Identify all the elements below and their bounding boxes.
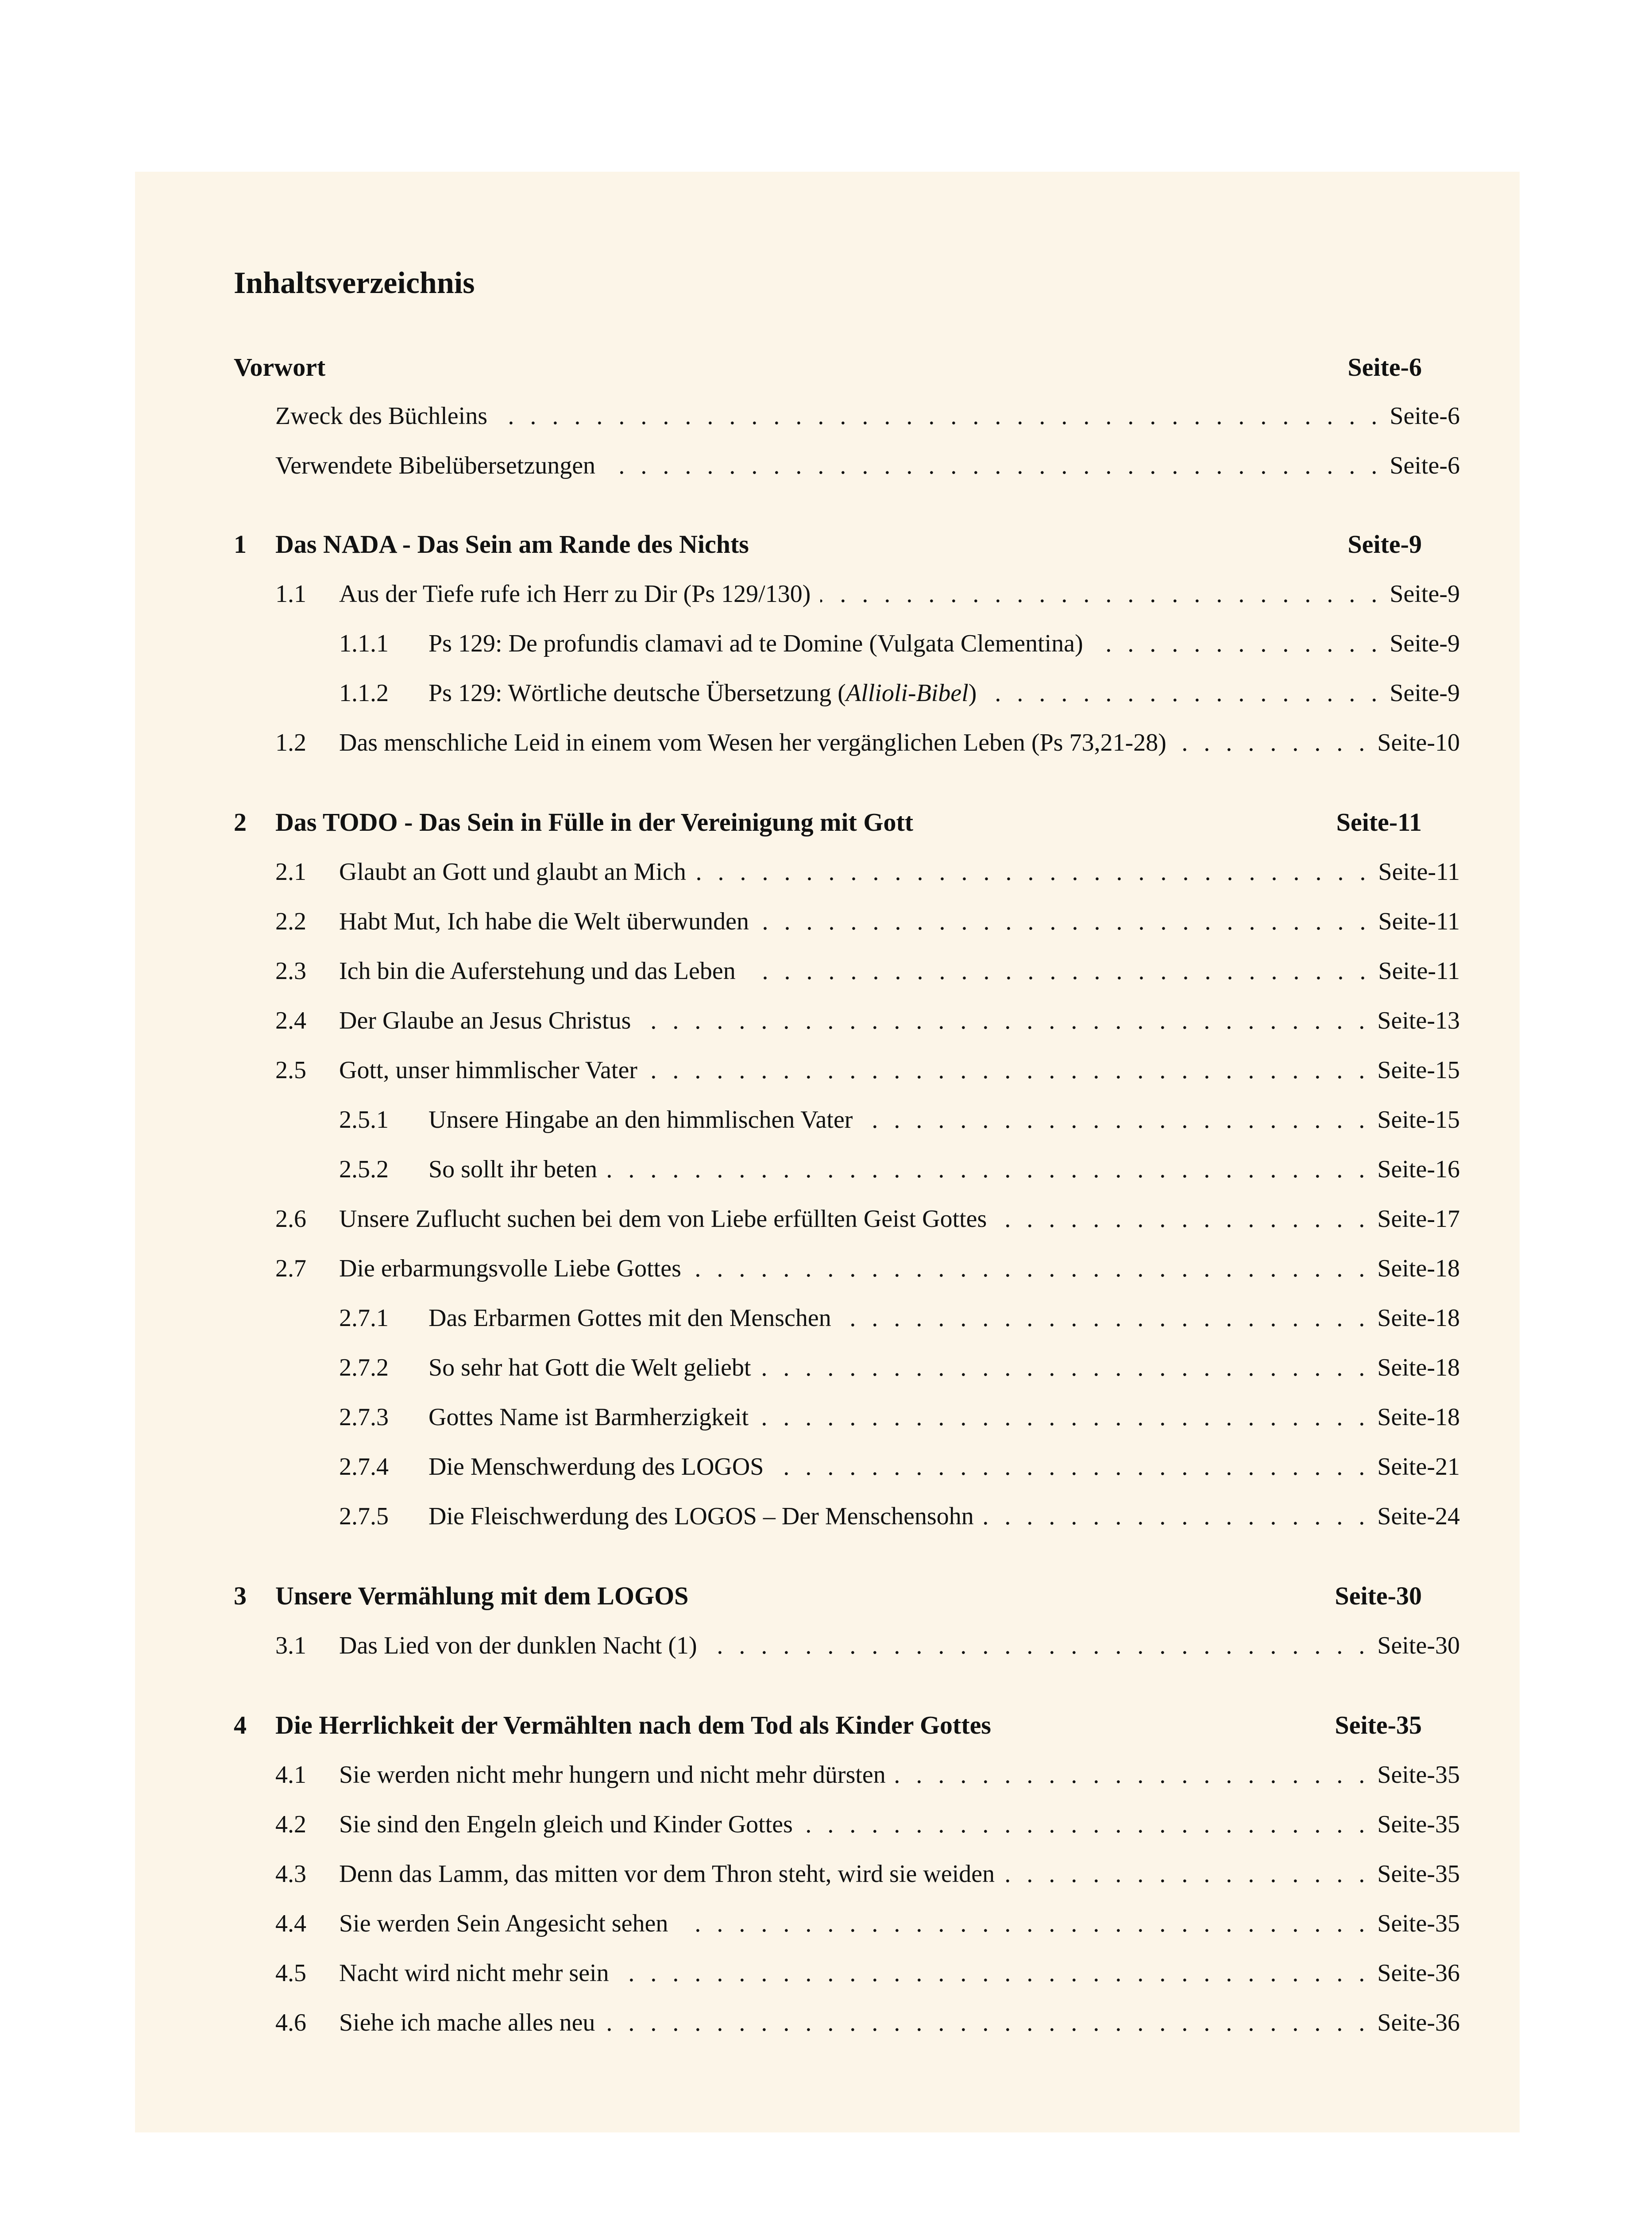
toc-leader-dots <box>996 1201 1365 1237</box>
toc-entry-page: Seite-9 <box>1390 630 1460 657</box>
toc-entry-title: Das TODO - Das Sein in Fülle in der Vereinigung mit Gott <box>275 808 914 837</box>
toc-leader-dots <box>497 398 1377 434</box>
toc-entry-number: 2.7.4 <box>339 1453 389 1480</box>
toc-entry-number: 4.4 <box>275 1910 306 1937</box>
toc-title: Inhaltsverzeichnis <box>234 266 475 300</box>
toc-leader-dots <box>696 854 1366 890</box>
toc-entry[interactable] <box>275 1955 1460 1991</box>
toc-heading-chapter-4[interactable] <box>234 1708 1422 1743</box>
toc-entry[interactable] <box>275 576 1460 612</box>
toc-entry-title: Gottes Name ist Barmherzigkeit <box>428 1403 749 1431</box>
toc-entry-title: Das menschliche Leid in einem vom Wesen her vergänglichen Leben (Ps 73,21-28) <box>339 729 1166 756</box>
toc-entry[interactable] <box>275 448 1460 483</box>
toc-entry-number: 2.1 <box>275 858 306 886</box>
toc-entry-title: Der Glaube an Jesus Christus <box>339 1007 631 1034</box>
toc-entry-page: Seite-15 <box>1377 1106 1460 1133</box>
toc-entry[interactable] <box>339 1350 1460 1385</box>
toc-heading-chapter-3[interactable] <box>234 1578 1422 1614</box>
toc-heading-vorwort[interactable] <box>234 350 1422 385</box>
toc-entry-number: 3 <box>234 1581 247 1610</box>
toc-entry-number: 2.7 <box>275 1255 306 1282</box>
toc-leader-dots <box>691 1251 1365 1286</box>
toc-entry-number: 2.7.2 <box>339 1354 389 1381</box>
toc-entry-page: Seite-35 <box>1377 1811 1460 1838</box>
toc-leader-dots <box>895 1757 1365 1793</box>
toc-entry-title: Die Herrlichkeit der Vermählten nach dem Tod als Kinder Gottes <box>275 1711 992 1739</box>
toc-entry[interactable] <box>275 1856 1460 1892</box>
toc-entry[interactable] <box>275 1003 1460 1038</box>
toc-entry-page: Seite-6 <box>1390 452 1460 479</box>
toc-leader-dots <box>862 1102 1365 1137</box>
toc-leader-dots <box>803 1807 1365 1842</box>
toc-entry-page: Seite-11 <box>1378 858 1460 886</box>
toc-entry[interactable] <box>275 1201 1460 1237</box>
toc-entry[interactable] <box>275 1053 1460 1088</box>
toc-entry-number: 4.6 <box>275 2009 306 2036</box>
toc-entry-page: Seite-18 <box>1377 1354 1460 1381</box>
toc-leader-dots <box>1004 1856 1365 1892</box>
toc-leader-dots <box>605 448 1377 483</box>
toc-entry-number: 2.6 <box>275 1205 306 1233</box>
toc-entry-title: Aus der Tiefe rufe ich Herr zu Dir (Ps 129/130) <box>339 580 811 608</box>
toc-entry-title: Das NADA - Das Sein am Rande des Nichts <box>275 530 749 559</box>
toc-entry-title: Glaubt an Gott und glaubt an Mich <box>339 858 686 886</box>
toc-entry-title: Das Erbarmen Gottes mit den Menschen <box>428 1304 831 1332</box>
toc-entry-title: So sehr hat Gott die Welt geliebt <box>428 1354 751 1381</box>
toc-entry-title: Unsere Zuflucht suchen bei dem von Liebe erfüllten Geist Gottes <box>339 1205 987 1233</box>
toc-entry-title: Sie werden Sein Angesicht sehen <box>339 1910 668 1937</box>
toc-leader-dots <box>605 2005 1365 2040</box>
toc-entry-title: Sie werden nicht mehr hungern und nicht mehr dürsten <box>339 1761 886 1789</box>
toc-entry-page: Seite-9 <box>1390 679 1460 707</box>
toc-entry-page: Seite-18 <box>1377 1255 1460 1282</box>
toc-entry-page: Seite-35 <box>1377 1860 1460 1888</box>
toc-entry-page: Seite-30 <box>1377 1632 1460 1659</box>
toc-entry-page: Seite-18 <box>1377 1403 1460 1431</box>
toc-entry-title: Ich bin die Auferstehung und das Leben <box>339 957 736 985</box>
toc-leader-dots <box>647 1053 1365 1088</box>
toc-entry-page: Seite-16 <box>1377 1156 1460 1183</box>
toc-entry-number: 4.5 <box>275 1959 306 1987</box>
toc-entry-page: Seite-36 <box>1377 2009 1460 2036</box>
toc-entry-title: Verwendete Bibelübersetzungen <box>275 452 596 479</box>
toc-entry[interactable] <box>275 725 1460 760</box>
toc-entry[interactable] <box>275 1906 1460 1941</box>
toc-entry-title: Das Lied von der dunklen Nacht (1) <box>339 1632 697 1659</box>
toc-entry-page: Seite-9 <box>1390 580 1460 608</box>
toc-leader-dots <box>984 1499 1365 1534</box>
toc-entry-page: Seite-10 <box>1377 729 1460 756</box>
toc-entry-number: 4.3 <box>275 1860 306 1888</box>
toc-entry-number: 2.3 <box>275 957 306 985</box>
toc-entry-number: 1 <box>234 530 247 559</box>
toc-entry-title: Unsere Vermählung mit dem LOGOS <box>275 1581 689 1610</box>
toc-entry-number: 2.5.1 <box>339 1106 389 1133</box>
toc-leader-dots <box>607 1152 1365 1187</box>
toc-entry-number: 1.1.1 <box>339 630 389 657</box>
toc-entry-number: 1.1 <box>275 580 306 608</box>
toc-entry-page: Seite-18 <box>1377 1304 1460 1332</box>
toc-entry-number: 2.7.1 <box>339 1304 389 1332</box>
toc-entry-title: So sollt ihr beten <box>428 1156 598 1183</box>
toc-entry-page: Seite-11 <box>1378 908 1460 935</box>
toc-heading-chapter-1[interactable] <box>234 527 1422 562</box>
toc-entry-title: Die Fleischwerdung des LOGOS – Der Menschensohn <box>428 1503 974 1530</box>
toc-entry-number: 2.4 <box>275 1007 306 1034</box>
toc-entry-title: Vorwort <box>234 353 326 382</box>
toc-entry-number: 1.1.2 <box>339 679 389 707</box>
toc-entry[interactable] <box>275 953 1460 989</box>
toc-heading-chapter-2[interactable] <box>234 805 1422 840</box>
toc-entry-title: Unsere Hingabe an den himmlischen Vater <box>428 1106 853 1133</box>
toc-entry[interactable] <box>339 626 1460 661</box>
toc-entry[interactable] <box>339 1499 1460 1534</box>
toc-entry[interactable] <box>275 1628 1460 1663</box>
toc-entry-page: Seite-6 <box>1347 353 1422 382</box>
toc-entry-title: Die Menschwerdung des LOGOS <box>428 1453 764 1480</box>
toc-entry-page: Seite-24 <box>1377 1503 1460 1530</box>
toc-entry-title: Nacht wird nicht mehr sein <box>339 1959 609 1987</box>
toc-entry[interactable] <box>339 1102 1460 1137</box>
toc-entry-number: 2.5 <box>275 1056 306 1084</box>
toc-entry-title: Zweck des Büchleins <box>275 402 487 430</box>
toc-entry[interactable] <box>339 1449 1460 1484</box>
toc-entry-page: Seite-30 <box>1335 1581 1422 1610</box>
toc-entry-number: 4.1 <box>275 1761 306 1789</box>
toc-entry-page: Seite-11 <box>1378 957 1460 985</box>
toc-leader-dots <box>841 1300 1365 1336</box>
toc-entry[interactable] <box>339 1152 1460 1187</box>
toc-leader-dots <box>678 1906 1365 1941</box>
toc-leader-dots <box>759 904 1366 939</box>
toc-entry-number: 2.2 <box>275 908 306 935</box>
toc-leader-dots <box>641 1003 1365 1038</box>
toc-entry-page: Seite-35 <box>1335 1711 1422 1739</box>
toc-leader-dots <box>745 953 1366 989</box>
toc-leader-dots <box>761 1350 1365 1385</box>
toc-entry[interactable] <box>275 1251 1460 1286</box>
toc-leader-dots <box>1093 626 1378 661</box>
toc-entry[interactable] <box>275 1807 1460 1842</box>
toc-entry-page: Seite-36 <box>1377 1959 1460 1987</box>
toc-entry-title: Siehe ich mache alles neu <box>339 2009 595 2036</box>
toc-entry-number: 2.7.5 <box>339 1503 389 1530</box>
toc-entry-page: Seite-17 <box>1377 1205 1460 1233</box>
toc-entry-title: Ps 129: De profundis clamavi ad te Domine (Vulgata Clementina) <box>428 630 1083 657</box>
toc-entry-title: Denn das Lamm, das mitten vor dem Thron steht, wird sie weiden <box>339 1860 995 1888</box>
toc-leader-dots <box>707 1628 1365 1663</box>
toc-entry[interactable] <box>339 675 1460 711</box>
toc-leader-dots <box>986 675 1377 711</box>
toc-entry-number: 2.5.2 <box>339 1156 389 1183</box>
toc-entry-number: 3.1 <box>275 1632 306 1659</box>
toc-leader-dots <box>773 1449 1365 1484</box>
toc-entry-page: Seite-35 <box>1377 1761 1460 1789</box>
toc-entry-page: Seite-15 <box>1377 1056 1460 1084</box>
toc-leader-dots <box>758 1400 1365 1435</box>
toc-entry-number: 4.2 <box>275 1811 306 1838</box>
toc-entry-page: Seite-35 <box>1377 1910 1460 1937</box>
toc-entry-number: 4 <box>234 1711 247 1739</box>
toc-leader-dots <box>1176 725 1365 760</box>
toc-entry[interactable] <box>275 1757 1460 1793</box>
toc-entry-title: Habt Mut, Ich habe die Welt überwunden <box>339 908 749 935</box>
toc-entry[interactable] <box>275 2005 1460 2040</box>
toc-entry-page: Seite-6 <box>1390 402 1460 430</box>
toc-entry-title: Sie sind den Engeln gleich und Kinder Gottes <box>339 1811 793 1838</box>
toc-entry[interactable] <box>275 904 1460 939</box>
toc-leader-dots <box>820 576 1377 612</box>
toc-entry-title: Gott, unser himmlischer Vater <box>339 1056 637 1084</box>
toc-entry[interactable] <box>275 854 1460 890</box>
toc-entry-title: Ps 129: Wörtliche deutsche Übersetzung (Allioli-Bibel) <box>428 679 977 707</box>
toc-entry-title-emphasis: Allioli-Bibel <box>845 679 969 707</box>
toc-entry-page: Seite-9 <box>1347 530 1422 559</box>
toc-entry[interactable] <box>339 1400 1460 1435</box>
toc-entry-page: Seite-21 <box>1377 1453 1460 1480</box>
toc-entry-number: 2 <box>234 808 247 837</box>
toc-leader-dots <box>619 1955 1365 1991</box>
toc-entry-page: Seite-13 <box>1377 1007 1460 1034</box>
toc-entry[interactable] <box>339 1300 1460 1336</box>
toc-entry-number: 1.2 <box>275 729 306 756</box>
toc-entry-title: Die erbarmungsvolle Liebe Gottes <box>339 1255 681 1282</box>
toc-entry[interactable] <box>275 398 1460 434</box>
toc-entry-number: 2.7.3 <box>339 1403 389 1431</box>
toc-entry-page: Seite-11 <box>1336 808 1422 837</box>
